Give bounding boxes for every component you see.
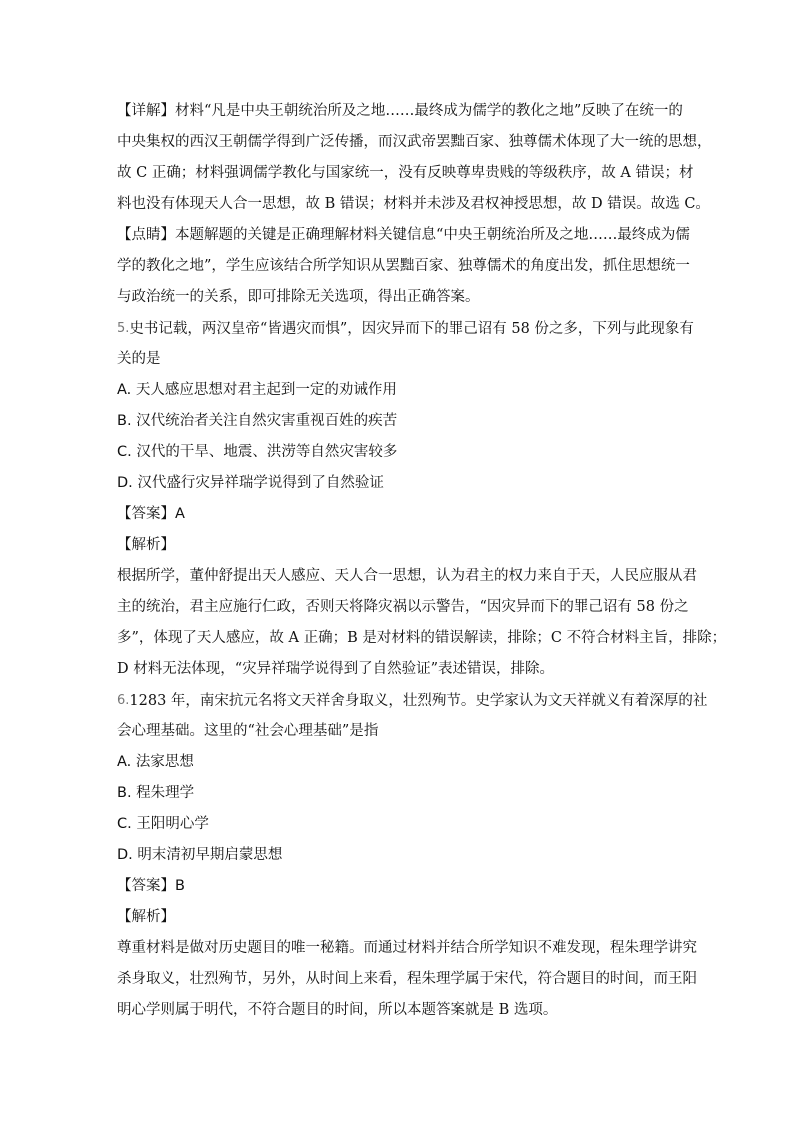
- text-line: 【详解】材料“凡是中央王朝统治所及之地……最终成为儒学的教化之地”反映了在统一的: [117, 103, 683, 119]
- answer-line: [117, 499, 677, 530]
- answer-line: [117, 871, 677, 902]
- q4-detail-paragraph: [117, 96, 712, 220]
- text-line: 中央集权的西汉王朝儒学得到广泛传播，而汉武帝罢黜百家、独尊儒术体现了大一统的思想，: [117, 134, 712, 150]
- text-line: 【点睛】本题解题的关键是正确理解材料关键信息“中央王朝统治所及之地……最终成为儒: [117, 227, 690, 243]
- answer-value: B: [175, 878, 185, 894]
- question-stem-line: [117, 685, 708, 716]
- option-a: A. 法家思想: [117, 754, 194, 770]
- question-stem-text: 1283 年，南宋抗元名将文天祥舍身取义，壮烈殉节。史学家认为文天祥就义有着深厚的社: [129, 693, 708, 709]
- q4-tip-paragraph: [117, 220, 690, 313]
- question-stem-line: 关的是: [117, 351, 161, 367]
- question-stem-line: 会心理基础。这里的“社会心理基础”是指: [117, 723, 379, 739]
- text-line: 料也没有体现天人合一思想，故 B 错误；材料并未涉及君权神授思想，故 D 错误。故选 C。: [117, 196, 710, 212]
- option-c: C. 王阳明心学: [117, 816, 209, 832]
- question-6: [117, 685, 708, 1026]
- answer-label: 【答案】: [117, 878, 175, 894]
- option-b: B. 程朱理学: [117, 785, 195, 801]
- analysis-line: 根据所学，董仲舒提出天人感应、天人合一思想，认为君主的权力来自于天，人民应服从君: [117, 568, 697, 584]
- question-5: [117, 313, 727, 685]
- question-number: 6.: [117, 693, 130, 708]
- answer-value: A: [175, 506, 185, 522]
- analysis-label: 【解析】: [117, 909, 175, 925]
- option-a: A. 天人感应思想对君主起到一定的劝诫作用: [117, 382, 397, 398]
- option-b: B. 汉代统治者关注自然灾害重视百姓的疾苦: [117, 413, 398, 429]
- question-number: 5.: [117, 321, 130, 336]
- analysis-line: D 材料无法体现，“灾异祥瑞学说得到了自然验证”表述错误，排除。: [117, 661, 555, 677]
- text-line: 故 C 正确；材料强调儒学教化与国家统一，没有反映尊卑贵贱的等级秩序，故 A 错误；材: [117, 165, 694, 181]
- option-d: D. 汉代盛行灾异祥瑞学说得到了自然验证: [117, 475, 384, 491]
- analysis-line: 多”，体现了天人感应，故 A 正确；B 是对材料的错误解读，排除；C 不符合材料主旨，排除；: [117, 630, 727, 646]
- analysis-label: 【解析】: [117, 537, 175, 553]
- answer-label: 【答案】: [117, 506, 175, 522]
- analysis-line: 主的统治，君主应施行仁政，否则天将降灾祸以示警告，“因灾异而下的罪己诏有 58 份之: [117, 599, 689, 615]
- text-line: 学的教化之地”，学生应该结合所学知识从罢黜百家、独尊儒术的角度出发，抓住思想统一: [117, 258, 690, 274]
- document-page: [117, 96, 727, 1026]
- analysis-line: 尊重材料是做对历史题目的唯一秘籍。而通过材料并结合所学知识不难发现，程朱理学讲究: [117, 940, 697, 956]
- analysis-line: 杀身取义，壮烈殉节，另外，从时间上来看，程朱理学属于宋代，符合题目的时间，而王阳: [117, 971, 697, 987]
- question-stem-text: 史书记载，两汉皇帝“皆遇灾而惧”，因灾异而下的罪己诏有 58 份之多，下列与此现象有: [129, 321, 694, 337]
- option-d: D. 明末清初早期启蒙思想: [117, 847, 283, 863]
- analysis-line: 明心学则属于明代，不符合题目的时间，所以本题答案就是 B 选项。: [117, 1002, 558, 1018]
- option-c: C. 汉代的干旱、地震、洪涝等自然灾害较多: [117, 444, 398, 460]
- text-line: 与政治统一的关系，即可排除无关选项，得出正确答案。: [117, 289, 480, 305]
- question-stem-line: [117, 313, 694, 344]
